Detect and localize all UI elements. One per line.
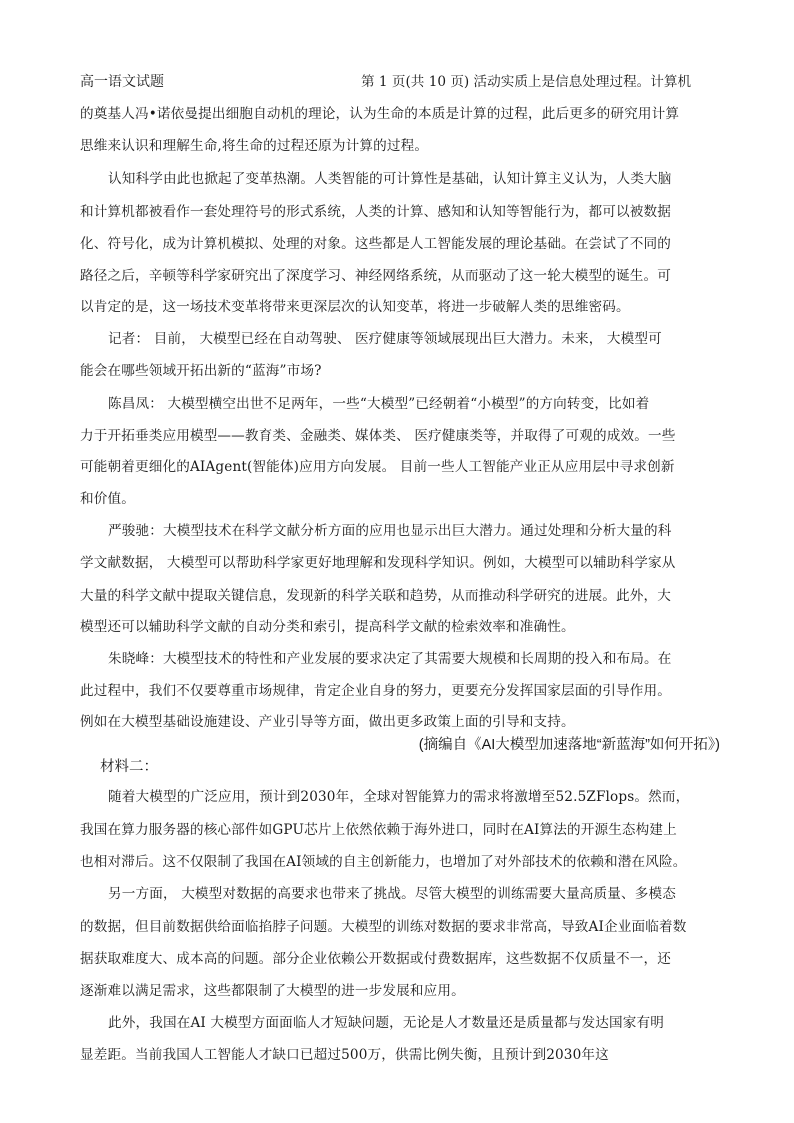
continuation-text: 活动实质上是信息处理过程。计算机 bbox=[473, 74, 692, 90]
text-line: 朱晓峰：大模型技术的特性和产业发展的要求决定了其需要大规模和长周期的投入和布局。在 bbox=[108, 651, 672, 667]
text-line: 我国在算力服务器的核心部件如GPU芯片上依然依赖于海外进口，同时在AI算法的开源生态构建上 bbox=[80, 822, 677, 838]
text-line: 化、符号化，成为计算机模拟、处理的对象。这些都是人工智能发展的理论基础。在尝试了不同的 bbox=[80, 236, 671, 252]
text-line: 和计算机都被看作一套处理符号的形式系统，人类的计算、感知和认知等智能行为，都可以被数据 bbox=[80, 204, 671, 220]
text-line: 认知科学由此也掀起了变革热潮。人类智能的可计算性是基础，认知计算主义认为，人类大脑 bbox=[108, 171, 672, 187]
text-line: 记者： 目前， 大模型已经在自动驾驶、 医疗健康等领域展现出巨大潜力。未来， 大模型可 bbox=[108, 331, 662, 347]
text-line: 另一方面， 大模型对数据的高要求也带来了挑战。尽管大模型的训练需要大量高质量、多模态 bbox=[108, 886, 676, 902]
text-line: 此外，我国在AI 大模型方面面临人才短缺问题，无论是人才数量还是质量都与发达国家有明 bbox=[108, 1015, 664, 1031]
text-line: 的奠基人冯•诺依曼提出细胞自动机的理论，认为生命的本质是计算的过程，此后更多的研究用计算 bbox=[80, 106, 680, 122]
text-line: 例如在大模型基础设施建设、产业引导等方面，做出更多政策上面的引导和支持。 bbox=[80, 714, 575, 730]
text-line: 此过程中，我们不仅要尊重市场规律，肯定企业自身的努力，更要充分发挥国家层面的引导作用。 bbox=[80, 683, 671, 699]
text-line: 据获取难度大、成本高的问题。部分企业依赖公开数据或付费数据库，这些数据不仅质量不一，还 bbox=[80, 951, 671, 967]
text-line: 随着大模型的广泛应用，预计到2030年，全球对智能算力的需求将激增至52.5ZFlops。然而， bbox=[108, 789, 690, 805]
text-line: 模型还可以辅助科学文献的自动分类和索引，提高科学文献的检索效率和准确性。 bbox=[80, 619, 575, 635]
text-line: 也相对滞后。这不仅限制了我国在AI领域的自主创新能力，也增加了对外部技术的依赖和潜在风险。 bbox=[80, 854, 687, 870]
text-line: 显差距。当前我国人工智能人才缺口已超过500万，供需比例失衡，且预计到2030年这 bbox=[80, 1047, 609, 1063]
text-line: 大量的科学文献中提取关键信息，发现新的科学关联和趋势，从而推动科学研究的进展。此外，大 bbox=[80, 588, 671, 604]
text-line: 逐渐难以满足需求，这些都限制了大模型的进一步发展和应用。 bbox=[80, 983, 465, 999]
material-two-title: 材料二： bbox=[100, 759, 158, 775]
text-line: 可能朝着更细化的AIAgent(智能体)应用方向发展。 目前一些人工智能产业正从应用层中寻求创新 bbox=[80, 459, 675, 475]
text-line: 严骏驰：大模型技术在科学文献分析方面的应用也显示出巨大潜力。通过处理和分析大量的科 bbox=[108, 523, 672, 539]
text-line: 和价值。 bbox=[80, 491, 135, 507]
text-line: 以肯定的是，这一场技术变革将带来更深层次的认知变革，将进一步破解人类的思维密码。 bbox=[80, 299, 630, 315]
text-line: 陈昌凤： 大模型横空出世不足两年，一些“大模型”已经朝着“小模型”的方向转变，比如着 bbox=[108, 396, 650, 412]
text-line: 路径之后，辛顿等科学家研究出了深度学习、神经网络系统，从而驱动了这一轮大模型的诞生。可 bbox=[80, 268, 671, 284]
text-line: 学文献数据， 大模型可以帮助科学家更好地理解和发现科学知识。例如，大模型可以辅助科学家从 bbox=[80, 555, 676, 571]
text-line: 能会在哪些领域开拓出新的“蓝海”市场? bbox=[80, 363, 322, 379]
page-number: 第 1 页(共 10 页) bbox=[361, 74, 470, 90]
text-line: 思维来认识和理解生命,将生命的过程还原为计算的过程。 bbox=[80, 138, 429, 154]
source-citation: (摘编自《AI大模型加速落地“新蓝海”如何开拓》) bbox=[418, 737, 720, 753]
text-line: 的数据，但目前数据供给面临掐脖子问题。大模型的训练对数据的要求非常高，导致AI企业面临着数 bbox=[80, 919, 687, 935]
text-line: 力于开拓垂类应用模型——教育类、金融类、媒体类、 医疗健康类等，并取得了可观的成效。一些 bbox=[80, 428, 676, 444]
subject-title: 高一语文试题 bbox=[80, 74, 164, 90]
page-header-line bbox=[361, 72, 720, 92]
